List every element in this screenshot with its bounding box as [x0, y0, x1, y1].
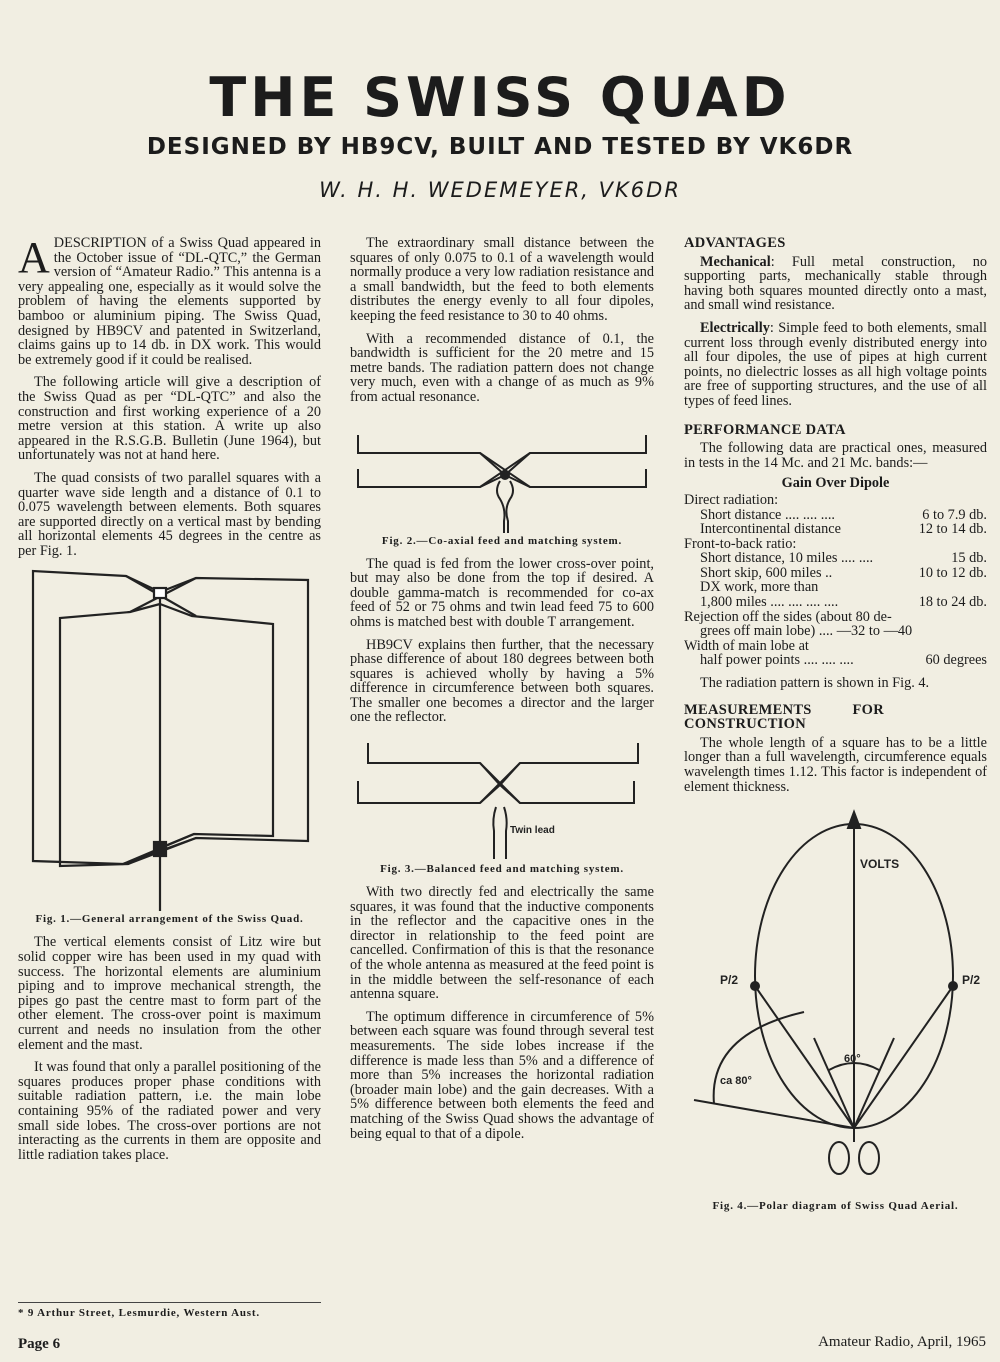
- swiss-quad-arrangement-diagram: [18, 566, 321, 911]
- drop-cap: A: [18, 233, 50, 282]
- p-half-right-label: P/2: [962, 973, 981, 988]
- figure-2: [350, 413, 654, 547]
- perf-label: Rejection off the sides (about 80 de-: [684, 608, 892, 625]
- figure-3-caption: Fig. 3.—Balanced feed and matching system.: [380, 863, 624, 876]
- page-number: Page 6: [18, 1336, 61, 1352]
- paragraph: The extraordinary small distance between the squares of only 0.075 to 0.1 of a wavelength would normally produce a very low radiation resistance and a small bandwidth, but the feed to both elements distributes the energy evenly to all four dipoles, keeping the feed resistance to 30 to 40 ohms.: [350, 235, 654, 324]
- paragraph: The radiation pattern is shown in Fig. 4.: [700, 675, 930, 692]
- paragraph: It was found that only a parallel positioning of the squares produces proper phase conditions with suitable radiation pattern, i.e. the main lobe containing 95% of the radiated power and very small side lobes. The cross-over portions are not interacting as the currents in them are opposite and little radiation takes place.: [18, 1059, 321, 1163]
- author-footnote: * 9 Arthur Street, Lesmurdie, Western Aust.: [18, 1302, 321, 1319]
- paragraph: [684, 255, 987, 313]
- paragraph: The optimum difference in circumference of 5% between each square was found through several test measurements. The side lobes increase if the difference is made less than 5% and a difference of more than 5% increases the horizontal radiation (broader main lobe) and the gain decreases. With a 5% difference between both elements the feed and matching of the Swiss Quad shows the advantage of being equal to that of a dipole.: [350, 1008, 654, 1142]
- gain-heading: Gain Over Dipole: [781, 475, 890, 492]
- perf-label: Width of main lobe at: [684, 637, 809, 654]
- perf-row-label: Short distance .... .... ....: [700, 506, 836, 523]
- paragraph-text: : Simple feed to both elements, small current loss through evenly distributed energy into all four dipoles, the use of pipes at high current points, no dielectric losses as all high voltage points are free of supporting structures, and the use of all types of feed lines.: [684, 319, 987, 409]
- figure-4: [684, 808, 987, 1212]
- performance-table: [684, 476, 987, 668]
- article-title: THE SWISS QUAD: [209, 66, 791, 129]
- perf-row-label: grees off main lobe) .... —32 to —40: [700, 623, 913, 640]
- perf-label: Front-to-back ratio:: [684, 535, 797, 552]
- perf-row: [684, 595, 987, 610]
- column-1: [18, 233, 321, 1170]
- paragraph-text: : Full metal construction, no supporting parts, mechanically stable through having both squares mounted directly onto a mast, and small wind resistance.: [684, 253, 987, 314]
- paragraph: [18, 233, 321, 368]
- paragraph: The quad consists of two parallel squares with a quarter wave side length and a distance of 0.1 to 0.075 wavelength between elements. Both squares are supported directly on a vertical mast by bending all horizontal elements 45 degrees in the centre as per Fig. 1.: [18, 469, 321, 559]
- perf-row: [684, 522, 987, 537]
- paragraph: The whole length of a square has to be a little longer than a full wavelength, circumference equals wavelength times 1.12. This factor is independent of element thickness.: [684, 734, 987, 795]
- perf-row-label: Intercontinental distance: [700, 521, 841, 538]
- publication-source: Amateur Radio, April, 1965: [818, 1334, 986, 1350]
- paragraph: The following data are practical ones, measured in tests in the 14 Mc. and 21 Mc. bands:—: [684, 440, 987, 471]
- paragraph: The vertical elements consist of Litz wire but solid copper wire has been used in my quad with success. The horizontal elements are aluminium piping and to improve mechanical strength, the pipes go past the centre mast to form part of the other element. The cross-over point is maximum current and needs no insulation from the other element and the mast.: [18, 934, 321, 1053]
- perf-label: Direct radiation:: [684, 491, 779, 508]
- sixty-degree-label: 60°: [844, 1053, 861, 1066]
- figure-4-caption: Fig. 4.—Polar diagram of Swiss Quad Aerial.: [712, 1200, 959, 1213]
- section-heading-measurements: MEASUREMENTS FOR CONSTRUCTION: [684, 701, 884, 733]
- volts-label: VOLTS: [860, 857, 900, 872]
- perf-row-value: 60 degrees: [925, 652, 987, 669]
- column-3: [684, 236, 987, 1222]
- paragraph: With two directly fed and electrically the same squares, it was found that the inductive components in the reflector and the capacitive ones in the director in relationship to the feed point are cancelled. Confirmation of this is that the resonance of the whole antenna as measured at the feed point is in the middle between the self-resonance of each antenna square.: [350, 884, 654, 1003]
- polar-diagram: [684, 808, 987, 1198]
- perf-row-value: 15 db.: [951, 550, 987, 567]
- figure-3: [350, 733, 654, 875]
- mechanical-label: Mechanical: [700, 253, 771, 270]
- perf-row-label: Short skip, 600 miles ..: [700, 564, 833, 581]
- author-byline: W. H. H. WEDEMEYER, VK6DR: [319, 178, 681, 202]
- figure-2-caption: Fig. 2.—Co-axial feed and matching system.: [381, 534, 623, 547]
- electrically-label: Electrically: [700, 319, 770, 336]
- perf-row-label: half power points .... .... ....: [700, 652, 854, 669]
- perf-row-label: Short distance, 10 miles .... ....: [700, 550, 874, 567]
- perf-row-value: 18 to 24 db.: [918, 594, 987, 611]
- figure-1: [18, 566, 321, 925]
- section-heading-performance: PERFORMANCE DATA: [684, 421, 846, 438]
- section-heading-advantages: ADVANTAGES: [684, 235, 786, 251]
- perf-row-value: 12 to 14 db.: [918, 521, 987, 538]
- figure-1-caption: Fig. 1.—General arrangement of the Swiss Quad.: [35, 913, 304, 926]
- twin-lead-label: Twin lead: [510, 825, 555, 837]
- balanced-feed-diagram: [350, 733, 654, 861]
- perf-row-label: DX work, more than: [700, 579, 819, 596]
- p-half-left-label: P/2: [720, 973, 739, 988]
- paragraph: The following article will give a description of the Swiss Quad as per “DL-QTC” and also the construction and first working experience of a 20 metre version at this station. A write up also appeared in the R.S.G.B. Bulletin (June 1964), but unfortunately was not at hand here.: [18, 374, 321, 464]
- perf-row: [684, 508, 987, 523]
- article-subtitle: DESIGNED BY HB9CV, BUILT AND TESTED BY VK6DR: [146, 134, 854, 160]
- perf-row-value: 10 to 12 db.: [918, 564, 987, 581]
- paragraph: [684, 321, 987, 409]
- perf-row-value: 6 to 7.9 db.: [922, 506, 987, 523]
- paragraph: HB9CV explains then further, that the necessary phase difference of about 180 degrees between both squares is achieved wholly by having a 5% difference in circumference between both squares. The smaller one becomes a director and the larger one the reflector.: [350, 636, 654, 726]
- paragraph-text: DESCRIPTION of a Swiss Quad appeared in the October issue of “DL-QTC,” the German version of “Amateur Radio.” This antenna is a very appealing one, especially as it would solve the problem of having the elements supported by bamboo or aluminium piping. The Swiss Quad, designed by HB9CV and patented in Switzerland, claims gains up to 14 db. in DX work. This would be extremely good if it could be realised.: [18, 235, 321, 368]
- coaxial-feed-diagram: [350, 413, 654, 533]
- perf-row: [684, 653, 987, 668]
- paragraph: The quad is fed from the lower cross-over point, but may also be done from the top if desired. A double gamma-match is recommended for co-ax feed of 52 or 75 ohms and twin lead feed 75 to 600 ohms is matched best with double T arrangement.: [350, 555, 654, 630]
- column-2: [350, 236, 654, 1149]
- eighty-degree-label: ca 80°: [720, 1075, 752, 1088]
- perf-row: [684, 551, 987, 566]
- perf-row-label: 1,800 miles .... .... .... ....: [700, 594, 839, 611]
- perf-row: [684, 566, 987, 581]
- paragraph: With a recommended distance of 0.1, the bandwidth is sufficient for the 20 metre and 15 metre bands. The radiation pattern does not change very much, even with a change of as much as 9% from actual resonance.: [350, 330, 654, 405]
